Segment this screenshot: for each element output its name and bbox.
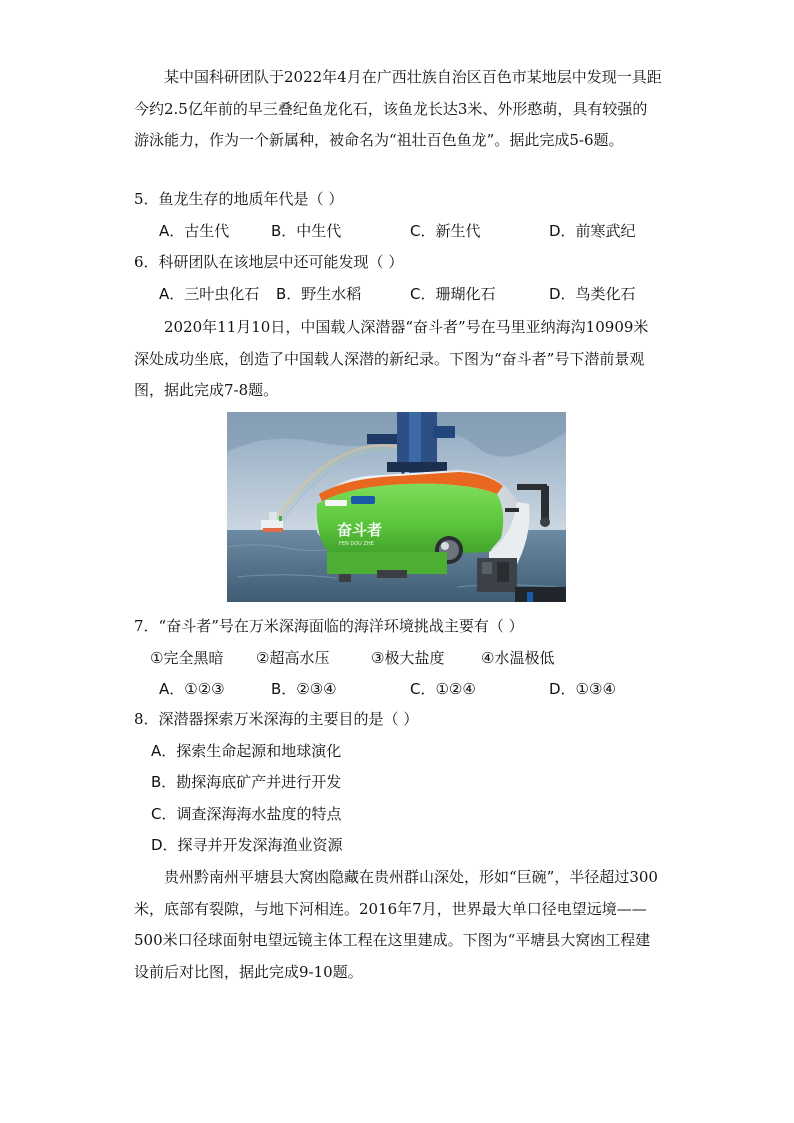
passage-submersible: 2020年11月10日，中国载人深潜器“奋斗者”号在马里亚纳海沟10909米深处成功坐底，创造了中国载人深潜的新纪录。下图为“奋斗者”号下潜前景观图，据此完成7-8题。: [134, 318, 649, 399]
hull-name-pinyin: FEN DOU ZHE: [339, 541, 374, 547]
question-8-stem: 8．深潜器探索万米深海的主要目的是（ ）: [134, 710, 419, 728]
q5-option-c: C．新生代: [410, 222, 481, 240]
q5-option-b: B．中生代: [271, 222, 342, 240]
q6-option-c: C．珊瑚化石: [410, 285, 496, 303]
q7-item-1: ①完全黑暗: [150, 649, 224, 667]
q7-item-3: ③极大盐度: [371, 649, 445, 667]
q8-option-c: C．调查深海海水盐度的特点: [151, 805, 342, 823]
q7-item-2: ②超高水压: [256, 649, 330, 667]
passage-telescope: 贵州黔南州平塘县大窝凼隐藏在贵州群山深处，形如“巨碗”，半径超过300米，底部有裂隙，与地下河相连。2016年7月，世界最大单口径电望远境——500米口径球面射电望远镜主体工程在这里建成。下图为“平塘县大窝凼工程建设前后对比图，据此完成9-10题。: [134, 868, 658, 981]
q8-option-a: A．探索生命起源和地球演化: [151, 742, 342, 760]
question-6-stem: 6．科研团队在该地层中还可能发现（ ）: [134, 253, 404, 271]
question-5-stem: 5．鱼龙生存的地质年代是（ ）: [134, 190, 344, 208]
q7-option-d: D．①③④: [549, 680, 616, 698]
question-7-stem: 7．“奋斗者”号在万米深海面临的海洋环境挑战主要有（ ）: [134, 617, 524, 635]
q7-option-b: B．②③④: [271, 680, 337, 698]
q6-option-d: D．鸟类化石: [549, 285, 636, 303]
q7-option-a: A．①②③: [159, 680, 225, 698]
submersible-photo: [227, 412, 566, 602]
q5-option-d: D．前寒武纪: [549, 222, 636, 240]
q7-item-4: ④水温极低: [481, 649, 555, 667]
q6-option-b: B．野生水稻: [276, 285, 362, 303]
hull-name-text: 奋斗者: [337, 521, 383, 539]
q6-option-a: A．三叶虫化石: [159, 285, 260, 303]
q8-option-d: D．探寻并开发深海渔业资源: [151, 836, 343, 854]
q8-option-b: B．勘探海底矿产并进行开发: [151, 773, 342, 791]
q7-option-c: C．①②④: [410, 680, 476, 698]
q5-option-a: A．古生代: [159, 222, 230, 240]
passage-fossil: 某中国科研团队于2022年4月在广西壮族自治区百色市某地层中发现一具距今约2.5亿年前的早三叠纪鱼龙化石，该鱼龙长达3米、外形憨萌，具有较强的游泳能力，作为一个新属种，被命名为“祖壮百色鱼龙”。据此完成5-6题。: [134, 68, 662, 149]
